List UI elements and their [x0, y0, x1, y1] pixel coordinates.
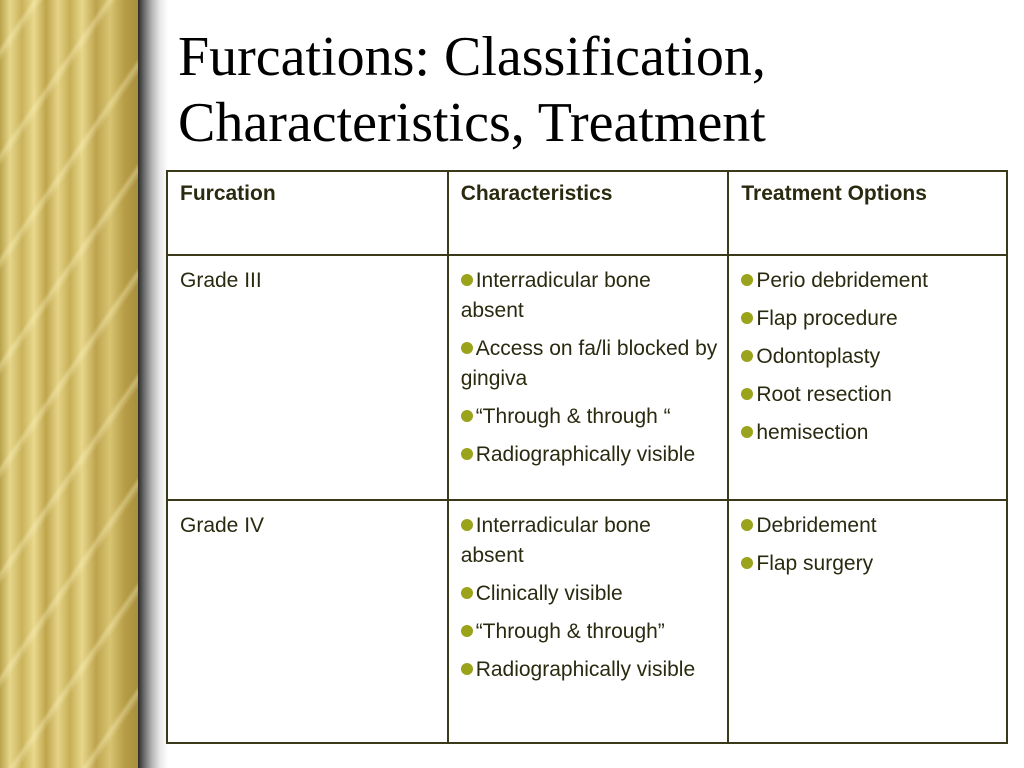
bullet-dot-icon: [461, 663, 473, 675]
list-item-text: Flap surgery: [756, 552, 874, 575]
characteristics-cell: [448, 500, 729, 743]
title-line-1: Furcations: Classification,: [178, 26, 766, 88]
characteristics-cell: [448, 255, 729, 500]
list-item-text: Root resection: [756, 383, 892, 406]
bullet-dot-icon: [461, 342, 473, 354]
bullet-dot-icon: [741, 312, 753, 324]
list-item: [741, 266, 996, 296]
furcation-cell: [167, 255, 448, 500]
bullet-dot-icon: [461, 519, 473, 531]
bullet-dot-icon: [461, 625, 473, 637]
decorative-shadow: [138, 0, 168, 768]
list-item: [461, 266, 718, 326]
list-item-text: hemisection: [756, 421, 869, 444]
bullet-dot-icon: [741, 350, 753, 362]
list-item: [461, 511, 718, 571]
bullet-dot-icon: [741, 388, 753, 400]
furcation-table: [166, 170, 1008, 744]
bullet-dot-icon: [741, 426, 753, 438]
list-item: [461, 334, 718, 394]
table-header-row: [167, 171, 1007, 255]
list-item-text: Interradicular bone absent: [460, 514, 651, 567]
list-item: [461, 617, 718, 647]
furcation-table-container: [166, 170, 1008, 744]
header-furcation: Furcation: [167, 171, 448, 255]
slide-title: [178, 24, 1008, 156]
bullet-dot-icon: [461, 274, 473, 286]
list-item: [741, 342, 996, 372]
bullet-dot-icon: [461, 587, 473, 599]
treatment-cell: [728, 500, 1007, 743]
list-item-text: Radiographically visible: [475, 443, 696, 466]
characteristics-list: [461, 266, 718, 470]
list-item-text: Radiographically visible: [475, 658, 696, 681]
list-item: [741, 418, 996, 448]
decorative-gold-column: [0, 0, 138, 768]
treatment-list: [741, 511, 996, 579]
treatment-cell: [728, 255, 1007, 500]
characteristics-list: [461, 511, 718, 685]
bullet-dot-icon: [461, 410, 473, 422]
title-line-2: Characteristics, Treatment: [178, 92, 766, 154]
list-item: [741, 511, 996, 541]
list-item-text: Access on fa/li blocked by gingiva: [460, 337, 718, 390]
bullet-dot-icon: [741, 519, 753, 531]
furcation-grade: Grade III: [180, 269, 262, 292]
header-characteristics: Characteristics: [448, 171, 729, 255]
list-item-text: Perio debridement: [756, 269, 928, 292]
list-item-text: Clinically visible: [475, 582, 623, 605]
list-item: [741, 549, 996, 579]
furcation-grade: Grade IV: [180, 514, 265, 537]
list-item: [741, 380, 996, 410]
bullet-dot-icon: [461, 448, 473, 460]
list-item: [741, 304, 996, 334]
list-item: [461, 402, 718, 432]
list-item-text: Odontoplasty: [756, 345, 881, 368]
header-treatment-options: Treatment Options: [728, 171, 1007, 255]
table-row: [167, 500, 1007, 743]
furcation-cell: [167, 500, 448, 743]
bullet-dot-icon: [741, 557, 753, 569]
bullet-dot-icon: [741, 274, 753, 286]
list-item-text: Debridement: [756, 514, 877, 537]
list-item: [461, 655, 718, 685]
list-item-text: “Through & through “: [475, 405, 671, 428]
list-item: [461, 579, 718, 609]
list-item-text: “Through & through”: [475, 620, 665, 643]
treatment-list: [741, 266, 996, 448]
list-item-text: Interradicular bone absent: [460, 269, 651, 322]
table-row: [167, 255, 1007, 500]
list-item-text: Flap procedure: [756, 307, 898, 330]
list-item: [461, 440, 718, 470]
